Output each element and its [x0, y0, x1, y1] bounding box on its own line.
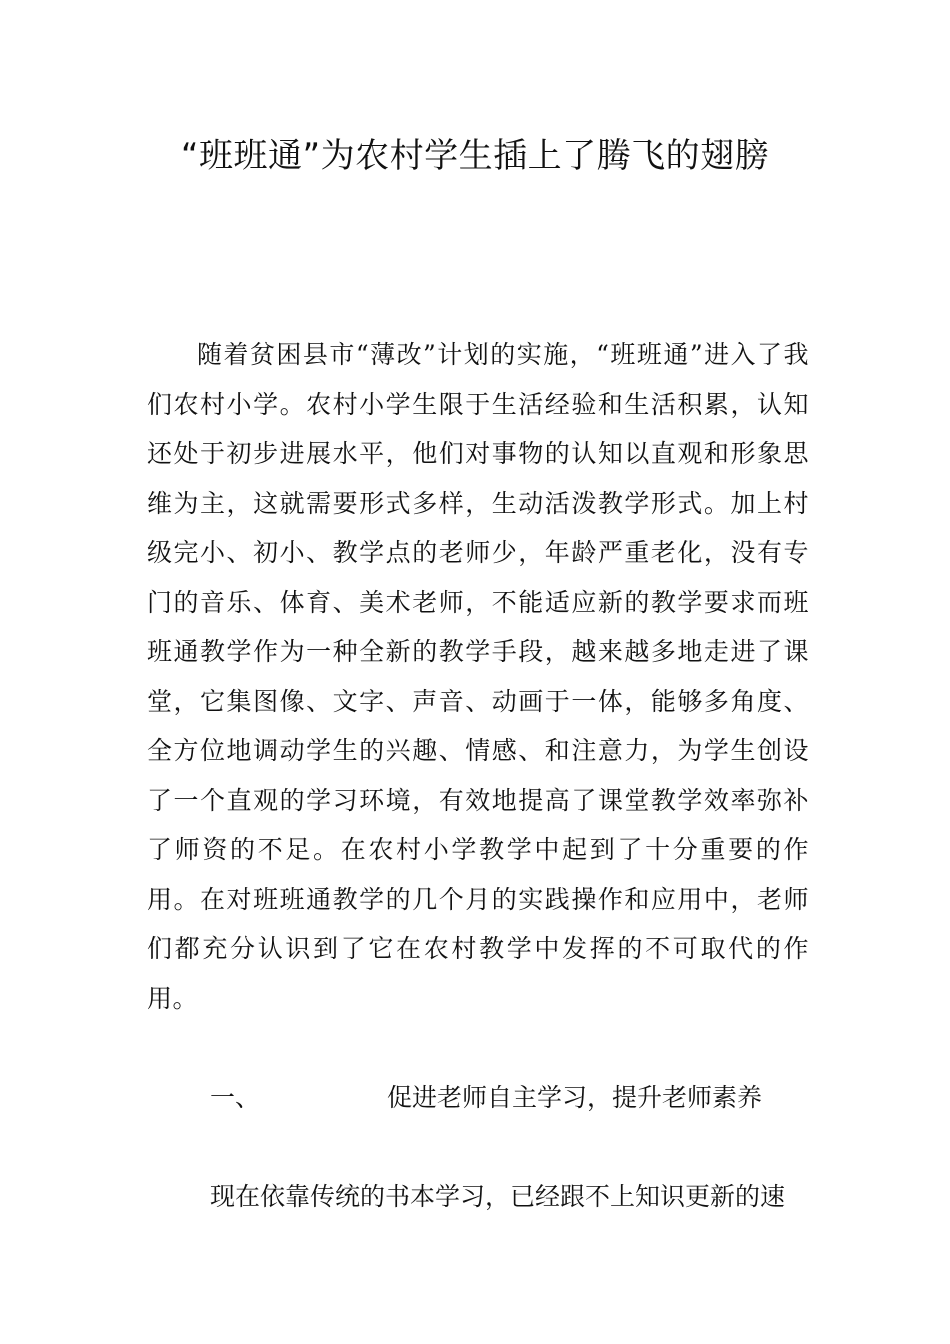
section-number: 一、 [210, 1083, 261, 1112]
section-title: 促进老师自主学习，提升老师素养 [387, 1083, 763, 1112]
document-title: “班班通”为农村学生插上了腾飞的翅膀 [180, 136, 770, 176]
body-paragraph-1: 随着贫困县市“薄改”计划的实施，“班班通”进入了我们农村小学。农村小学生限于生活经验和生活积累，认知还处于初步进展水平，他们对事物的认知以直观和形象思维为主，这就需要形式多样，生动活泼教学形式。加上村级完小、初小、教学点的老师少，年龄严重老化，没有专门的音乐、体育、美术老师，不能适应新的教学要求而班班通教学作为一种全新的教学手段，越来越多地走进了课堂，它集图像、文字、声音、动画于一体，能够多角度、全方位地调动学生的兴趣、情感、和注意力，为学生创设了一个直观的学习环境，有效地提高了课堂教学效率弥补了师资的不足。在农村小学教学中起到了十分重要的作用。在对班班通教学的几个月的实践操作和应用中，老师们都充分认识到了它在农村教学中发挥的不可取代的作用。 [147, 340, 809, 1013]
body-paragraph-2: 现在依靠传统的书本学习，已经跟不上知识更新的速 [210, 1182, 786, 1211]
section-heading-1 [210, 1073, 810, 1123]
